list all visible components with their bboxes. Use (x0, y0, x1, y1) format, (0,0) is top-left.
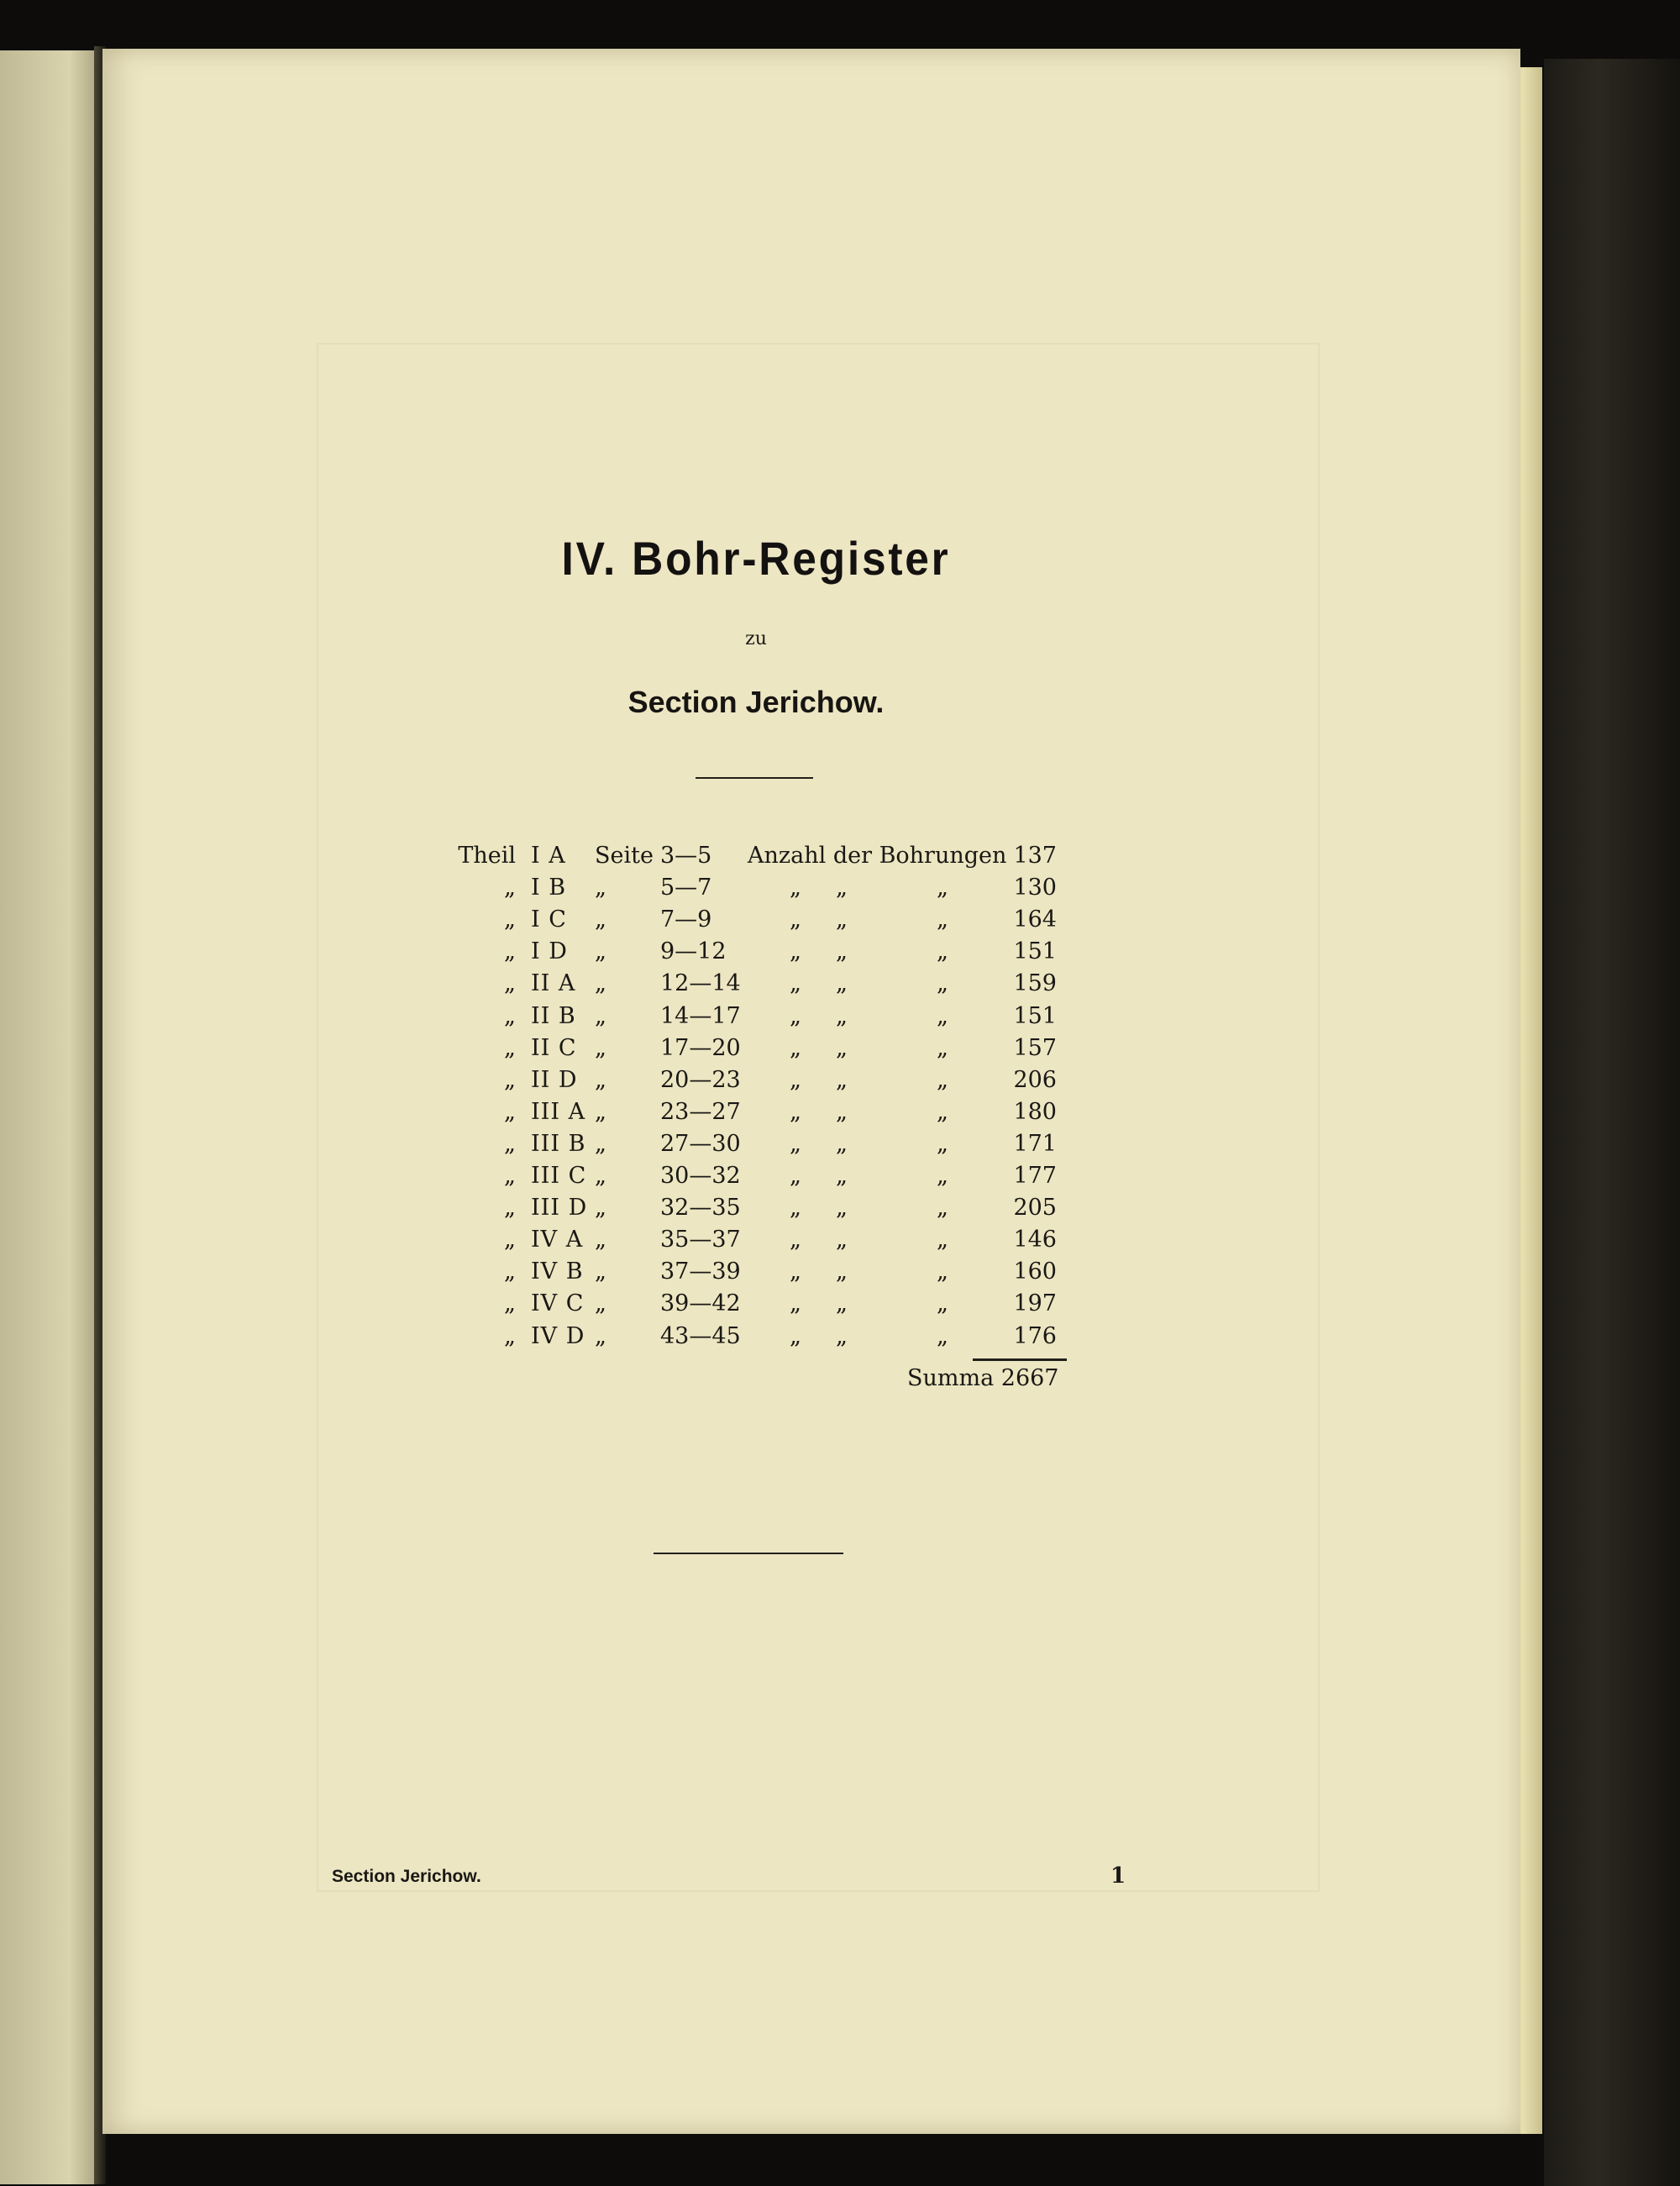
cell-teil: III A (531, 1098, 586, 1125)
table-row (0, 843, 1512, 875)
cell-seite-label: „ (595, 1034, 606, 1061)
table-row (0, 906, 1512, 938)
cell-count: 146 (1013, 1227, 1057, 1253)
cell-q2: „ (836, 1163, 848, 1189)
cell-teil: I D (531, 938, 568, 965)
cell-teil: II B (531, 1002, 576, 1029)
cell-q2: „ (836, 1259, 848, 1285)
table-row (0, 1131, 1512, 1163)
cell-theil: „ (504, 1227, 516, 1253)
cell-seite-label: „ (595, 1259, 606, 1285)
cell-q1: „ (790, 875, 801, 901)
cell-seite-label: „ (595, 1195, 606, 1222)
cell-teil: IV C (531, 1290, 585, 1317)
cell-q1: „ (790, 1163, 801, 1189)
cell-count: 180 (1013, 1098, 1057, 1125)
cell-theil: „ (504, 1066, 516, 1093)
cell-q3: „ (937, 1130, 948, 1157)
cell-count: 151 (1013, 938, 1057, 965)
cell-q3: „ (937, 1195, 948, 1222)
cell-seiten: 7—9 (660, 906, 712, 933)
cell-q1: „ (790, 1002, 801, 1029)
cell-count: 197 (1013, 1290, 1057, 1317)
cell-q2: „ (836, 970, 848, 997)
cell-count: 205 (1013, 1195, 1057, 1222)
cell-q3: „ (937, 1322, 948, 1349)
cell-q3: „ (937, 1227, 948, 1253)
cell-seite-label: Seite (595, 843, 654, 869)
cell-theil: „ (504, 938, 516, 965)
cell-q1: „ (790, 1195, 801, 1222)
cell-theil: „ (504, 1163, 516, 1189)
cell-count: 206 (1013, 1066, 1057, 1093)
cell-teil: I A (531, 843, 566, 869)
cell-count: 130 (1013, 875, 1057, 901)
cell-q2: „ (836, 1130, 848, 1157)
cell-seiten: 9—12 (660, 938, 727, 965)
cell-q1: „ (790, 906, 801, 933)
cell-teil: II A (531, 970, 576, 997)
cell-q2: „ (836, 906, 848, 933)
cell-theil: „ (504, 1322, 516, 1349)
cell-q1: „ (790, 1227, 801, 1253)
cell-seite-label: „ (595, 1098, 606, 1125)
summa-total: Summa 2667 (907, 1365, 1059, 1391)
cell-q3: „ (937, 970, 948, 997)
cell-theil: „ (504, 1259, 516, 1285)
cell-seiten: 35—37 (660, 1227, 741, 1253)
cell-seiten: 23—27 (660, 1098, 741, 1125)
cell-seiten: 12—14 (660, 970, 741, 997)
cell-seite-label: „ (595, 970, 606, 997)
table-row (0, 938, 1512, 970)
cell-seite-label: „ (595, 1290, 606, 1317)
cell-q3: „ (937, 1163, 948, 1189)
cell-q3: „ (937, 1034, 948, 1061)
cell-q1: „ (790, 1290, 801, 1317)
table-row (0, 1290, 1512, 1322)
cell-teil: I C (531, 906, 567, 933)
cell-count: 171 (1013, 1130, 1057, 1157)
cell-teil: III C (531, 1163, 587, 1189)
cell-seite-label: „ (595, 1163, 606, 1189)
cell-seiten: 20—23 (660, 1066, 741, 1093)
cell-q2: „ (836, 1195, 848, 1222)
cell-seiten: 37—39 (660, 1259, 741, 1285)
sum-rule (973, 1358, 1067, 1361)
table-row (0, 1195, 1512, 1227)
cell-teil: IV B (531, 1259, 584, 1285)
cell-teil: IV A (531, 1227, 584, 1253)
cell-q3: „ (937, 1098, 948, 1125)
cell-q3: „ (937, 1290, 948, 1317)
table-row (0, 970, 1512, 1002)
cell-q1: „ (790, 1066, 801, 1093)
cell-seiten: 3—5 (660, 843, 712, 869)
table-row (0, 1067, 1512, 1099)
cell-seite-label: „ (595, 1227, 606, 1253)
cell-seiten: 5—7 (660, 875, 712, 901)
cell-anzahl-label: Anzahl der Bohrungen (748, 843, 1007, 869)
cell-q2: „ (836, 1002, 848, 1029)
cell-seite-label: „ (595, 1066, 606, 1093)
cell-seiten: 14—17 (660, 1002, 741, 1029)
table-row (0, 1099, 1512, 1131)
cell-teil: II D (531, 1066, 578, 1093)
table-row (0, 1259, 1512, 1290)
cell-seite-label: „ (595, 1322, 606, 1349)
cell-q2: „ (836, 1227, 848, 1253)
cell-teil: IV D (531, 1322, 585, 1349)
cell-seite-label: „ (595, 1130, 606, 1157)
cell-count: 151 (1013, 1002, 1057, 1029)
cell-seiten: 43—45 (660, 1322, 741, 1349)
cell-teil: III B (531, 1130, 586, 1157)
cell-q2: „ (836, 1034, 848, 1061)
cell-seite-label: „ (595, 1002, 606, 1029)
cell-teil: II C (531, 1034, 577, 1061)
cell-q3: „ (937, 1259, 948, 1285)
cell-q3: „ (937, 1066, 948, 1093)
cell-theil: „ (504, 1195, 516, 1222)
cell-q3: „ (937, 906, 948, 933)
cell-teil: III D (531, 1195, 588, 1222)
cell-q1: „ (790, 1034, 801, 1061)
table-row (0, 1323, 1512, 1355)
cell-theil: „ (504, 970, 516, 997)
cell-count: 164 (1013, 906, 1057, 933)
cell-q1: „ (790, 1130, 801, 1157)
cell-theil: „ (504, 1290, 516, 1317)
cell-seite-label: „ (595, 938, 606, 965)
cell-theil: „ (504, 875, 516, 901)
cell-theil: „ (504, 906, 516, 933)
cell-count: 157 (1013, 1034, 1057, 1061)
cell-seiten: 39—42 (660, 1290, 741, 1317)
cell-seiten: 30—32 (660, 1163, 741, 1189)
cell-theil: „ (504, 1130, 516, 1157)
table-row (0, 1163, 1512, 1195)
cell-q2: „ (836, 1290, 848, 1317)
cell-q2: „ (836, 875, 848, 901)
cell-seite-label: „ (595, 906, 606, 933)
cell-q1: „ (790, 1322, 801, 1349)
cell-q2: „ (836, 1066, 848, 1093)
footer-page-number: 1 (1110, 1863, 1126, 1889)
cell-count: 159 (1013, 970, 1057, 997)
table-row (0, 875, 1512, 906)
cell-q3: „ (937, 875, 948, 901)
cell-count: 176 (1013, 1322, 1057, 1349)
cell-q1: „ (790, 970, 801, 997)
cell-seiten: 27—30 (660, 1130, 741, 1157)
cell-seiten: 17—20 (660, 1034, 741, 1061)
closing-rule (654, 1553, 843, 1554)
cell-q3: „ (937, 1002, 948, 1029)
cell-seite-label: „ (595, 875, 606, 901)
cell-seiten: 32—35 (660, 1195, 741, 1222)
cell-q1: „ (790, 1098, 801, 1125)
cell-count: 137 (1013, 843, 1057, 869)
cell-q2: „ (836, 1098, 848, 1125)
page-title: IV. Bohr-Register (561, 532, 951, 585)
table-row (0, 1003, 1512, 1035)
cell-q2: „ (836, 938, 848, 965)
cell-theil: Theil (458, 843, 516, 869)
cell-theil: „ (504, 1098, 516, 1125)
cell-q1: „ (790, 1259, 801, 1285)
cell-count: 160 (1013, 1259, 1057, 1285)
cell-q1: „ (790, 938, 801, 965)
subtitle-zu: zu (745, 628, 767, 649)
heading-rule (696, 777, 813, 779)
footer-section-title: Section Jerichow. (332, 1867, 481, 1886)
table-row (0, 1227, 1512, 1259)
cell-q3: „ (937, 938, 948, 965)
section-heading: Section Jerichow. (627, 685, 885, 719)
cell-q2: „ (836, 1322, 848, 1349)
cell-count: 177 (1013, 1163, 1057, 1189)
cell-theil: „ (504, 1002, 516, 1029)
table-row (0, 1035, 1512, 1067)
book-cover-edge (1544, 59, 1680, 2186)
cell-theil: „ (504, 1034, 516, 1061)
cell-teil: I B (531, 875, 567, 901)
